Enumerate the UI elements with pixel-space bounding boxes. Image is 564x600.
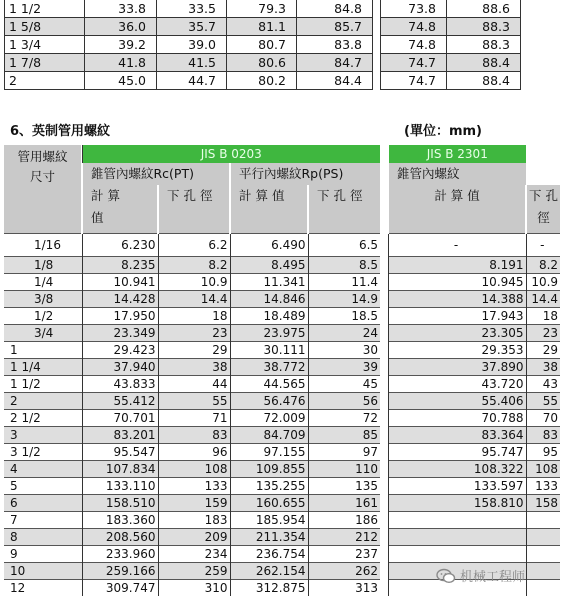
value-cell: 236.754	[230, 545, 308, 562]
value-cell	[388, 545, 526, 562]
value-cell: 23.349	[82, 324, 158, 341]
column-gap	[380, 545, 388, 562]
value-cell: 55.412	[82, 392, 158, 409]
size-cell: 1 1/2	[5, 0, 85, 18]
column-gap	[380, 392, 388, 409]
drill-line2: 徑	[537, 210, 550, 225]
value-cell: 133.110	[82, 477, 158, 494]
value-cell: 23.305	[388, 324, 526, 341]
value-cell: 18.5	[308, 307, 380, 324]
value-cell: 37.940	[82, 358, 158, 375]
size-cell: 3/8	[4, 290, 82, 307]
value-cell: 14.388	[388, 290, 526, 307]
value-cell: 14.9	[308, 290, 380, 307]
value-cell: 80.6	[227, 54, 297, 72]
column-gap	[380, 494, 388, 511]
value-cell: 33.5	[157, 0, 227, 18]
size-cell: 1/4	[4, 273, 82, 290]
table-row	[4, 290, 560, 307]
size-cell: 1/2	[4, 307, 82, 324]
value-cell: 183	[158, 511, 230, 528]
value-cell: 81.1	[227, 18, 297, 36]
value-cell: 183.360	[82, 511, 158, 528]
value-cell: 80.2	[227, 72, 297, 90]
value-cell: 234	[158, 545, 230, 562]
value-cell: 79.3	[227, 0, 297, 18]
value-cell: 108	[526, 460, 560, 477]
size-cell: 2	[4, 392, 82, 409]
size-header	[4, 145, 82, 233]
value-cell: 74.7	[381, 72, 447, 90]
value-cell: -	[526, 233, 560, 256]
size-cell: 1	[4, 341, 82, 358]
size-cell: 12	[4, 579, 82, 596]
value-cell: 39.2	[85, 36, 157, 54]
value-cell	[526, 562, 560, 579]
value-cell: 313	[308, 579, 380, 596]
value-cell: 44	[158, 375, 230, 392]
value-cell: 259.166	[82, 562, 158, 579]
value-cell: 84.7	[297, 54, 373, 72]
size-cell: 5	[4, 477, 82, 494]
value-cell: 158.810	[388, 494, 526, 511]
size-cell: 1/8	[4, 256, 82, 273]
column-gap	[380, 562, 388, 579]
value-cell: 107.834	[82, 460, 158, 477]
column-gap	[380, 324, 388, 341]
value-cell: 6.230	[82, 233, 158, 256]
value-cell: 135.255	[230, 477, 308, 494]
value-cell: 209	[158, 528, 230, 545]
value-cell: 41.8	[85, 54, 157, 72]
column-gap	[373, 18, 381, 36]
value-cell: 55	[526, 392, 560, 409]
value-cell: 37.890	[388, 358, 526, 375]
column-gap	[380, 375, 388, 392]
value-cell: 83.201	[82, 426, 158, 443]
value-cell: 211.354	[230, 528, 308, 545]
value-cell	[526, 511, 560, 528]
table-row	[4, 375, 560, 392]
column-gap	[380, 528, 388, 545]
column-gap	[380, 256, 388, 273]
value-cell: 56	[308, 392, 380, 409]
unit-label: (單位：mm)	[404, 124, 482, 139]
column-gap	[380, 290, 388, 307]
section-title: 6、英制管用螺紋	[10, 124, 111, 139]
table-row	[4, 358, 560, 375]
value-cell: 88.4	[447, 72, 521, 90]
size-header-line1: 管用螺紋	[17, 149, 68, 164]
value-cell: 70.701	[82, 409, 158, 426]
value-cell: 30	[308, 341, 380, 358]
value-cell: 85.7	[297, 18, 373, 36]
size-cell: 1 1/2	[4, 375, 82, 392]
value-cell: 6.2	[158, 233, 230, 256]
value-cell: 186	[308, 511, 380, 528]
table-row	[4, 273, 560, 290]
table-row	[4, 477, 560, 494]
size-cell: 9	[4, 545, 82, 562]
value-cell: 23.975	[230, 324, 308, 341]
table-row	[4, 426, 560, 443]
value-cell: 108	[158, 460, 230, 477]
value-cell: 14.4	[158, 290, 230, 307]
pipe-thread-table	[4, 145, 560, 596]
table-row	[4, 443, 560, 460]
value-cell: 33.8	[85, 0, 157, 18]
value-cell: 72	[308, 409, 380, 426]
value-cell: 56.476	[230, 392, 308, 409]
value-cell: 8.2	[526, 256, 560, 273]
value-cell: 8.495	[230, 256, 308, 273]
value-cell: 29.423	[82, 341, 158, 358]
value-cell: 158.510	[82, 494, 158, 511]
value-cell: 95	[526, 443, 560, 460]
value-cell: 17.943	[388, 307, 526, 324]
value-cell: -	[388, 233, 526, 256]
taper-rc-header: 錐管內螺紋Rc(PT)	[82, 163, 230, 185]
value-cell: 88.3	[447, 36, 521, 54]
column-gap	[380, 426, 388, 443]
value-cell: 208.560	[82, 528, 158, 545]
value-cell: 44.7	[157, 72, 227, 90]
size-cell: 10	[4, 562, 82, 579]
value-cell: 262.154	[230, 562, 308, 579]
watermark	[436, 566, 525, 585]
table-row	[4, 545, 560, 562]
value-cell: 161	[308, 494, 380, 511]
column-gap	[380, 477, 388, 494]
value-cell: 70	[526, 409, 560, 426]
table-row	[4, 460, 560, 477]
value-cell: 310	[158, 579, 230, 596]
value-cell: 23	[158, 324, 230, 341]
table-row	[4, 528, 560, 545]
calc-value-line1: 計 算	[91, 188, 120, 203]
value-cell: 85	[308, 426, 380, 443]
value-cell: 72.009	[230, 409, 308, 426]
value-cell: 55	[158, 392, 230, 409]
size-cell: 1/16	[4, 233, 82, 256]
size-cell: 1 3/4	[5, 36, 85, 54]
value-cell	[526, 579, 560, 596]
value-cell: 18	[158, 307, 230, 324]
calc-value-header-rc	[82, 185, 158, 233]
size-cell: 3/4	[4, 324, 82, 341]
table-row	[4, 494, 560, 511]
value-cell: 10.941	[82, 273, 158, 290]
value-cell: 8.191	[388, 256, 526, 273]
column-gap	[380, 443, 388, 460]
value-cell: 14.4	[526, 290, 560, 307]
size-cell: 1 1/4	[4, 358, 82, 375]
wechat-icon	[436, 568, 456, 584]
table-row	[4, 324, 560, 341]
size-cell: 8	[4, 528, 82, 545]
column-gap	[380, 273, 388, 290]
jis-b2301-header: JIS B 2301	[388, 145, 526, 163]
value-cell: 88.4	[447, 54, 521, 72]
value-cell: 8.2	[158, 256, 230, 273]
column-gap	[380, 511, 388, 528]
value-cell: 74.8	[381, 36, 447, 54]
value-cell	[388, 528, 526, 545]
size-cell: 7	[4, 511, 82, 528]
value-cell: 109.855	[230, 460, 308, 477]
value-cell: 29	[526, 341, 560, 358]
size-cell: 3	[4, 426, 82, 443]
column-gap	[373, 54, 381, 72]
value-cell: 18	[526, 307, 560, 324]
top-thread-table	[4, 0, 521, 90]
value-cell: 23	[526, 324, 560, 341]
value-cell: 38	[526, 358, 560, 375]
value-cell: 8.5	[308, 256, 380, 273]
value-cell: 17.950	[82, 307, 158, 324]
drill-line1: 下 孔	[529, 188, 559, 203]
taper-2301-header: 錐管內螺紋	[388, 163, 526, 185]
drill-hole-header-rp: 下 孔 徑	[308, 185, 380, 233]
value-cell: 233.960	[82, 545, 158, 562]
calc-value-header-2301: 計 算 值	[388, 185, 526, 233]
value-cell: 73.8	[381, 0, 447, 18]
column-gap	[380, 579, 388, 596]
value-cell: 133	[526, 477, 560, 494]
size-cell: 1 7/8	[5, 54, 85, 72]
value-cell: 11.4	[308, 273, 380, 290]
table-row	[4, 233, 560, 256]
value-cell: 84.8	[297, 0, 373, 18]
value-cell: 262	[308, 562, 380, 579]
value-cell: 110	[308, 460, 380, 477]
value-cell: 97	[308, 443, 380, 460]
value-cell: 312.875	[230, 579, 308, 596]
value-cell: 70.788	[388, 409, 526, 426]
value-cell	[388, 511, 526, 528]
value-cell: 45	[308, 375, 380, 392]
size-cell: 2	[5, 72, 85, 90]
value-cell: 6.5	[308, 233, 380, 256]
value-cell: 259	[158, 562, 230, 579]
table-row	[4, 307, 560, 324]
value-cell: 11.341	[230, 273, 308, 290]
value-cell: 309.747	[82, 579, 158, 596]
value-cell: 35.7	[157, 18, 227, 36]
value-cell: 237	[308, 545, 380, 562]
drill-hole-header-2301	[526, 185, 560, 233]
top-table-row	[5, 0, 521, 18]
parallel-rp-header: 平行內螺紋Rp(PS)	[230, 163, 380, 185]
size-cell: 6	[4, 494, 82, 511]
value-cell: 95.747	[388, 443, 526, 460]
value-cell: 95.547	[82, 443, 158, 460]
value-cell: 43.833	[82, 375, 158, 392]
size-cell: 4	[4, 460, 82, 477]
value-cell: 24	[308, 324, 380, 341]
table-row	[4, 409, 560, 426]
top-table-row	[5, 72, 521, 90]
value-cell: 6.490	[230, 233, 308, 256]
column-gap	[380, 233, 388, 256]
table-row	[4, 341, 560, 358]
top-table-row	[5, 18, 521, 36]
value-cell: 14.428	[82, 290, 158, 307]
top-table-row	[5, 36, 521, 54]
value-cell	[526, 528, 560, 545]
value-cell: 10.9	[526, 273, 560, 290]
value-cell: 133.597	[388, 477, 526, 494]
value-cell: 84.4	[297, 72, 373, 90]
top-table-row	[5, 54, 521, 72]
value-cell: 38	[158, 358, 230, 375]
table-row	[4, 256, 560, 273]
column-gap	[380, 358, 388, 375]
column-gap	[373, 72, 381, 90]
value-cell: 41.5	[157, 54, 227, 72]
size-header-line2: 尺寸	[29, 169, 55, 184]
size-cell: 2 1/2	[4, 409, 82, 426]
column-gap	[380, 460, 388, 477]
value-cell: 45.0	[85, 72, 157, 90]
value-cell: 29.353	[388, 341, 526, 358]
calc-value-header-rp: 計 算 值	[230, 185, 308, 233]
value-cell: 36.0	[85, 18, 157, 36]
value-cell: 10.9	[158, 273, 230, 290]
value-cell: 38.772	[230, 358, 308, 375]
value-cell: 74.7	[381, 54, 447, 72]
value-cell: 30.111	[230, 341, 308, 358]
value-cell: 83.364	[388, 426, 526, 443]
value-cell: 159	[158, 494, 230, 511]
value-cell: 43.720	[388, 375, 526, 392]
value-cell: 39	[308, 358, 380, 375]
column-gap	[373, 36, 381, 54]
value-cell: 8.235	[82, 256, 158, 273]
drill-hole-header-rc: 下 孔 徑	[158, 185, 230, 233]
column-gap	[380, 307, 388, 324]
value-cell: 160.655	[230, 494, 308, 511]
value-cell: 43	[526, 375, 560, 392]
value-cell	[526, 545, 560, 562]
value-cell: 55.406	[388, 392, 526, 409]
jis-b0203-header: JIS B 0203	[82, 145, 380, 163]
size-cell: 1 5/8	[5, 18, 85, 36]
table-row	[4, 392, 560, 409]
value-cell: 80.7	[227, 36, 297, 54]
value-cell: 135	[308, 477, 380, 494]
value-cell: 185.954	[230, 511, 308, 528]
column-gap	[373, 0, 381, 18]
column-gap	[380, 341, 388, 358]
value-cell: 97.155	[230, 443, 308, 460]
value-cell: 83.8	[297, 36, 373, 54]
value-cell: 158	[526, 494, 560, 511]
value-cell: 83	[526, 426, 560, 443]
size-cell: 3 1/2	[4, 443, 82, 460]
value-cell: 44.565	[230, 375, 308, 392]
value-cell: 212	[308, 528, 380, 545]
value-cell: 88.3	[447, 18, 521, 36]
value-cell: 39.0	[157, 36, 227, 54]
value-cell: 18.489	[230, 307, 308, 324]
value-cell: 10.945	[388, 273, 526, 290]
value-cell: 84.709	[230, 426, 308, 443]
value-cell: 14.846	[230, 290, 308, 307]
value-cell: 96	[158, 443, 230, 460]
value-cell: 74.8	[381, 18, 447, 36]
value-cell: 88.6	[447, 0, 521, 18]
table-row	[4, 511, 560, 528]
column-gap	[380, 409, 388, 426]
calc-value-line2: 值	[91, 210, 104, 225]
value-cell: 71	[158, 409, 230, 426]
value-cell: 108.322	[388, 460, 526, 477]
value-cell: 83	[158, 426, 230, 443]
value-cell: 29	[158, 341, 230, 358]
value-cell: 133	[158, 477, 230, 494]
watermark-text: 机械工程师	[460, 570, 526, 585]
